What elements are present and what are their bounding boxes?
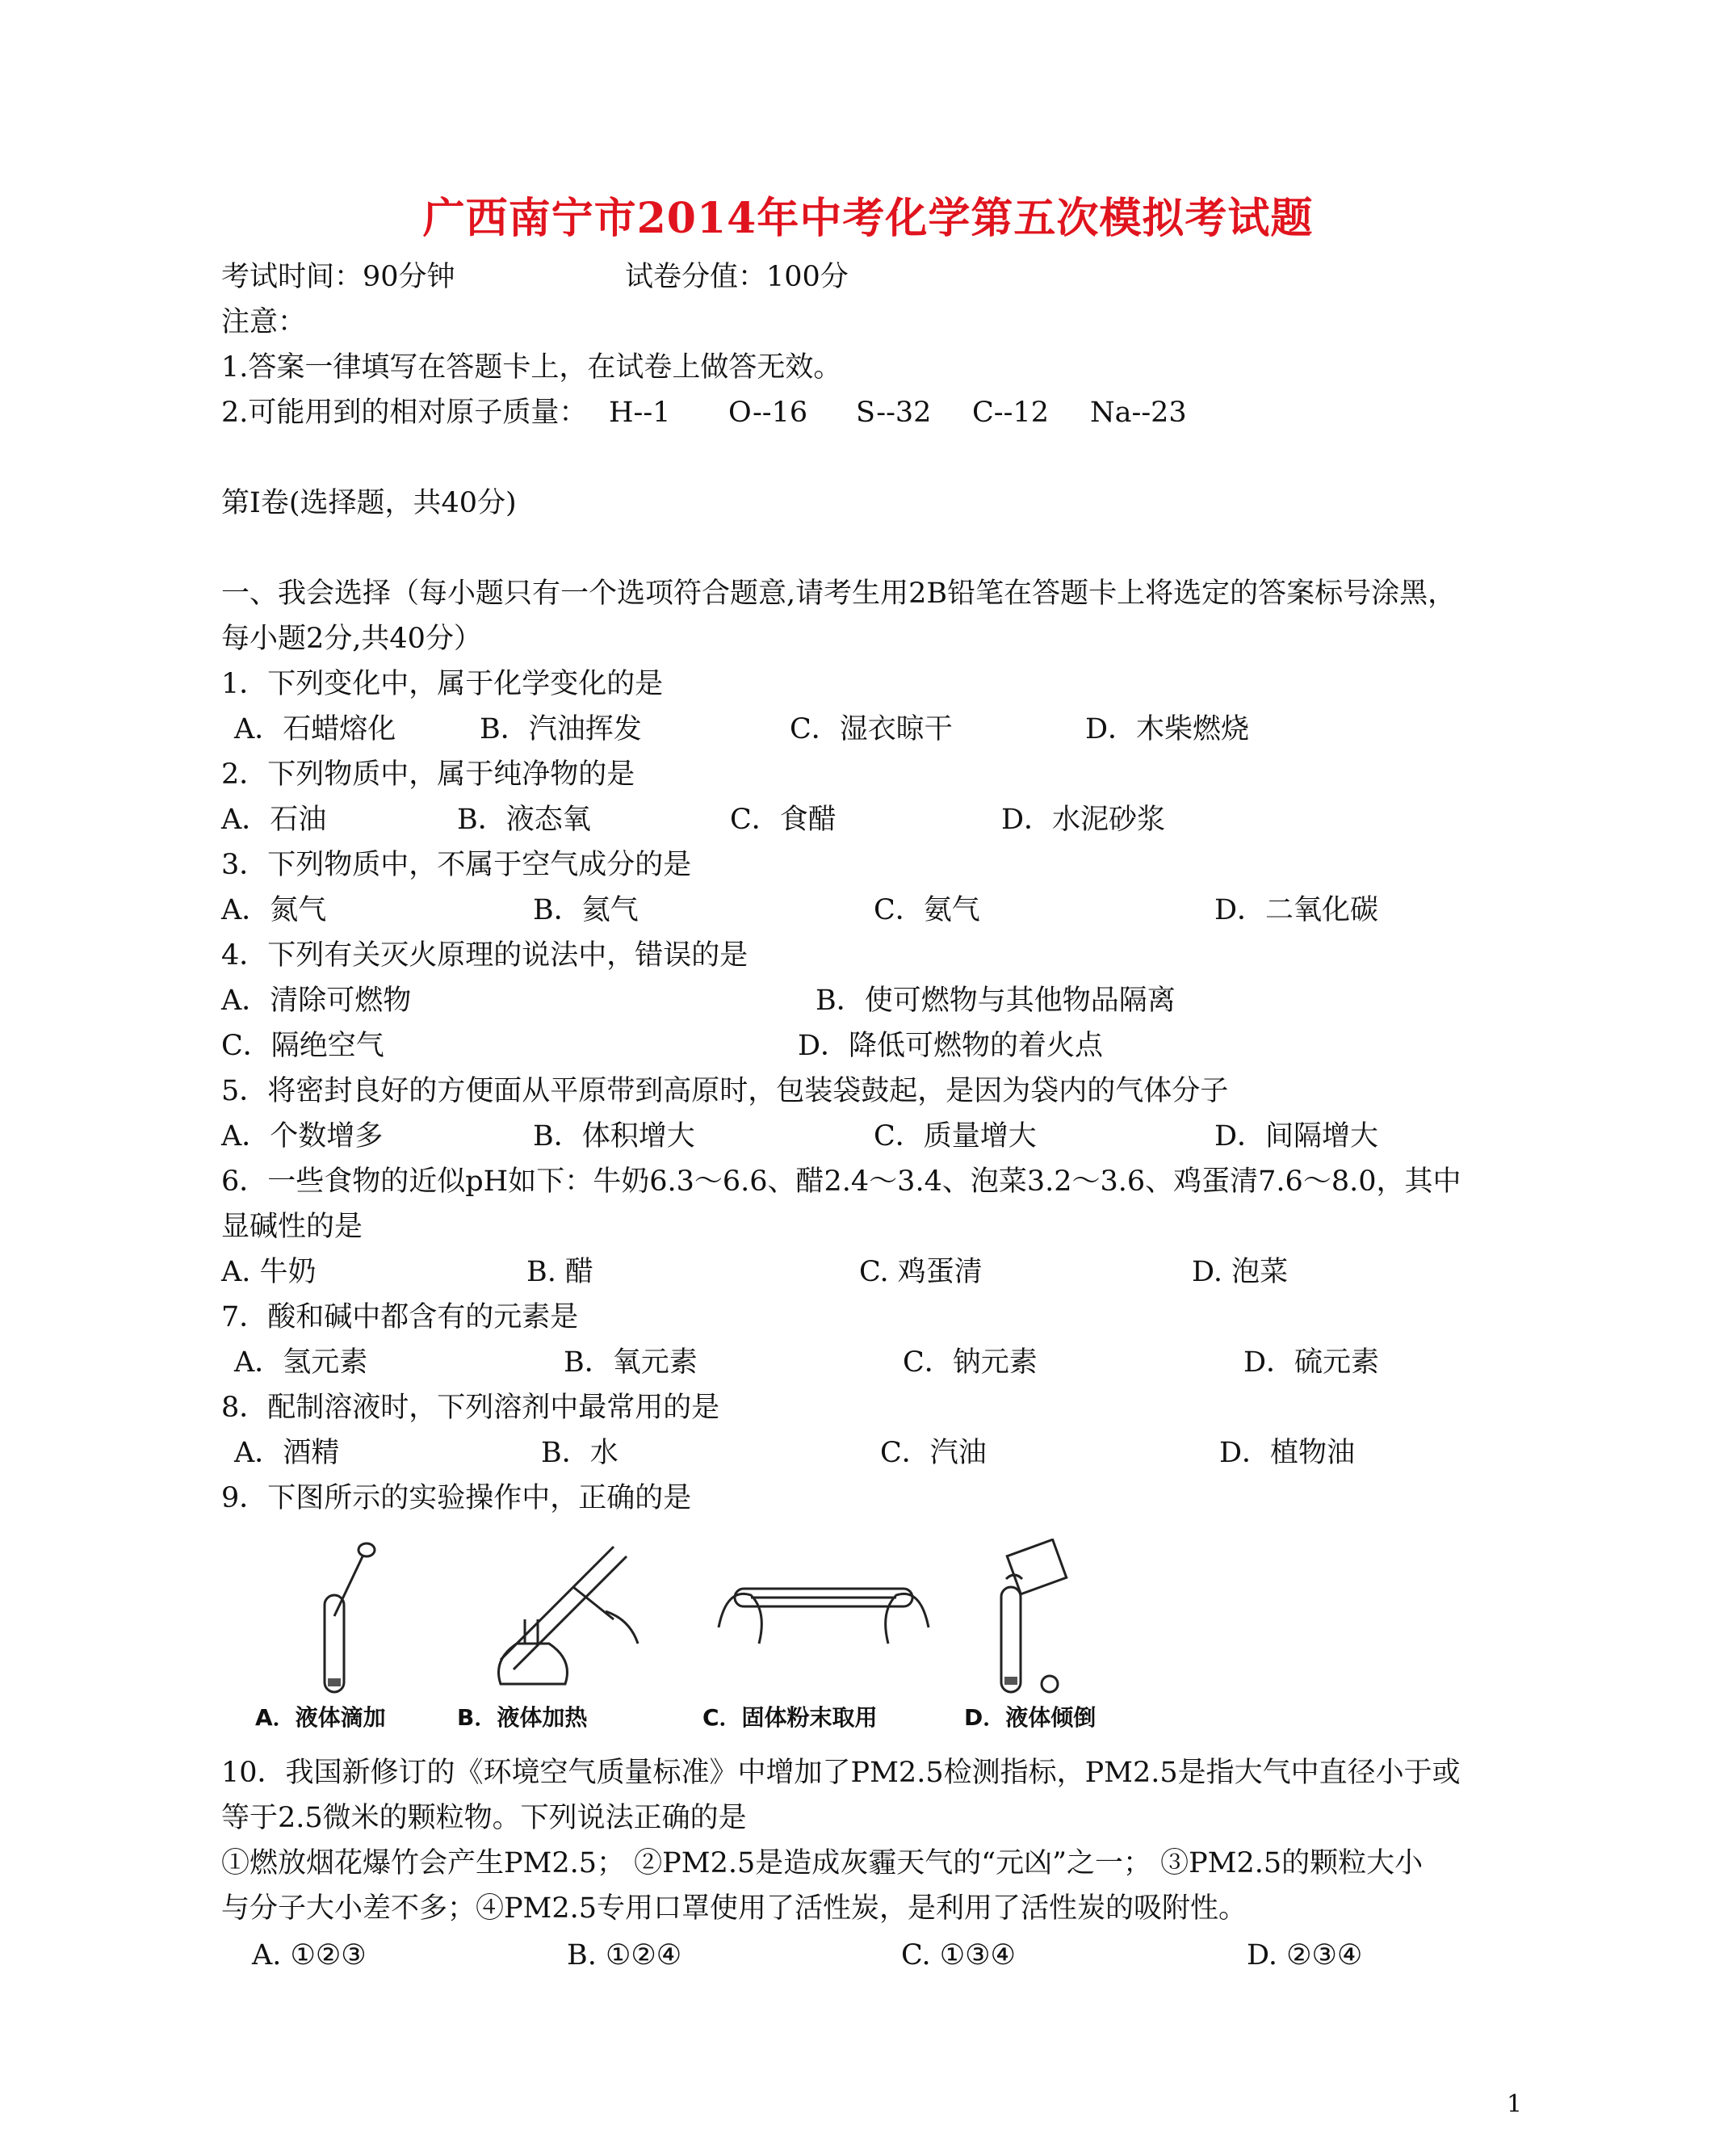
question-stem: 3．下列物质中，不属于空气成分的是 [221,849,692,881]
powder-tube-drawing [719,1589,929,1644]
atomic-mass: Na--23 [1090,397,1187,429]
question-stem-cont: 显碱性的是 [221,1211,363,1243]
option-b: B. 醋 [526,1256,593,1288]
experiment-figure [234,1539,1187,1732]
option-c: C．食醋 [730,804,837,836]
figure-caption-b: B．液体加热 [457,1704,588,1731]
question-stem: 4．下列有关灭火原理的说法中，错误的是 [221,939,748,972]
option-d: D．木柴燃烧 [1085,713,1250,745]
option-c: C．质量增大 [874,1120,1037,1153]
exam-score: 试卷分值：100分 [625,261,849,293]
option-c: C．氨气 [874,894,980,926]
figure-caption-c: C．固体粉末取用 [702,1704,878,1731]
option-a: A. 牛奶 [221,1256,317,1288]
option-b: B．使可燃物与其他物品隔离 [816,985,1176,1017]
option-d: D．硫元素 [1243,1346,1380,1379]
page-number: 1 [1507,2090,1523,2119]
notice-1: 1.答案一律填写在答题卡上，在试卷上做答无效。 [221,351,842,384]
page-title: 广西南宁市2014年中考化学第五次模拟考试题 [422,194,1314,243]
question-stem: 5．将密封良好的方便面从平原带到高原时，包装袋鼓起，是因为袋内的气体分子 [221,1075,1229,1107]
atomic-mass: S--32 [856,397,932,429]
option-d: D．间隔增大 [1214,1120,1379,1153]
question-stem: 2．下列物质中，属于纯净物的是 [221,758,635,791]
option-b: B．氦气 [533,894,639,926]
option-d: D．水泥砂浆 [1001,804,1166,836]
option-a: A．石油 [221,804,327,836]
option-b: B．水 [541,1437,619,1469]
option-b: B．汽油挥发 [480,713,642,745]
option-a: A．氢元素 [234,1346,368,1379]
section1-intro: 每小题2分,共40分） [221,623,482,655]
option-a: A．个数增多 [221,1120,384,1153]
option-d: D．降低可燃物的着火点 [798,1030,1104,1062]
question-stem-cont: 与分子大小差不多；④PM2.5专用口罩使用了活性炭，是利用了活性炭的吸附性。 [221,1892,1247,1925]
question-stem-cont: ①燃放烟花爆竹会产生PM2.5； ②PM2.5是造成灰霾天气的“元凶”之一； ③PM2.5的颗粒大小 [221,1847,1424,1879]
question-stem: 1．下列变化中，属于化学变化的是 [221,668,664,700]
pouring-drawing [1001,1539,1067,1692]
option-c: C．汽油 [880,1437,987,1469]
option-b: B．氧元素 [564,1346,698,1379]
option-a: A．酒精 [234,1437,340,1469]
option-d: D．植物油 [1219,1437,1356,1469]
option-c: C. 鸡蛋清 [859,1256,983,1288]
figure-caption-a: A．液体滴加 [255,1704,386,1731]
section1-intro: 一、我会选择（每小题只有一个选项符合题意,请考生用2B铅笔在答题卡上将选定的答案标号涂黑， [221,577,1457,610]
exam-meta-row [221,258,849,296]
atomic-mass: H--1 [609,397,671,429]
question-stem-cont: 等于2.5微米的颗粒物。下列说法正确的是 [221,1802,747,1834]
question-stem: 7．酸和碱中都含有的元素是 [221,1301,579,1333]
option-c: C．钠元素 [903,1346,1038,1379]
option-b: B．体积增大 [533,1120,695,1153]
part1-title: 第Ⅰ卷(选择题，共40分) [221,487,517,519]
question-stem: 8．配制溶液时，下列溶剂中最常用的是 [221,1392,720,1424]
atomic-mass: C--12 [972,397,1049,429]
option-d: D. ②③④ [1247,1939,1363,1972]
option-a: A．氮气 [221,894,327,926]
notice-2 [221,394,1187,431]
heating-tube-drawing [499,1547,639,1684]
option-b: B. ①②④ [567,1939,682,1972]
option-d: D．二氧化碳 [1214,894,1379,926]
option-d: D. 泡菜 [1192,1256,1289,1288]
option-c: C．隔绝空气 [221,1030,384,1062]
question-stem: 10．我国新修订的《环境空气质量标准》中增加了PM2.5检测指标，PM2.5是指大气中直径小于或 [221,1757,1461,1789]
exam-time: 考试时间：90分钟 [221,261,455,293]
question-stem: 6．一些食物的近似pH如下：牛奶6.3～6.6、醋2.4～3.4、泡菜3.2～3.6、鸡蛋清7.6～8.0，其中 [221,1165,1461,1198]
notice-2-label: 2.可能用到的相对原子质量： [221,397,588,429]
option-b: B．液态氧 [457,804,591,836]
atomic-mass: O--16 [728,397,808,429]
option-a: A．清除可燃物 [221,985,412,1017]
notice-heading: 注意： [221,306,307,338]
figure-caption-d: D．液体倾倒 [964,1704,1097,1731]
dropper-test-tube-drawing [325,1543,375,1692]
experiment-illustrations [234,1539,1187,1700]
option-c: C. ①③④ [901,1939,1016,1972]
option-c: C．湿衣晾干 [790,713,953,745]
question-stem: 9．下图所示的实验操作中，正确的是 [221,1482,692,1514]
option-a: A. ①②③ [252,1939,367,1972]
option-a: A．石蜡熔化 [234,713,396,745]
